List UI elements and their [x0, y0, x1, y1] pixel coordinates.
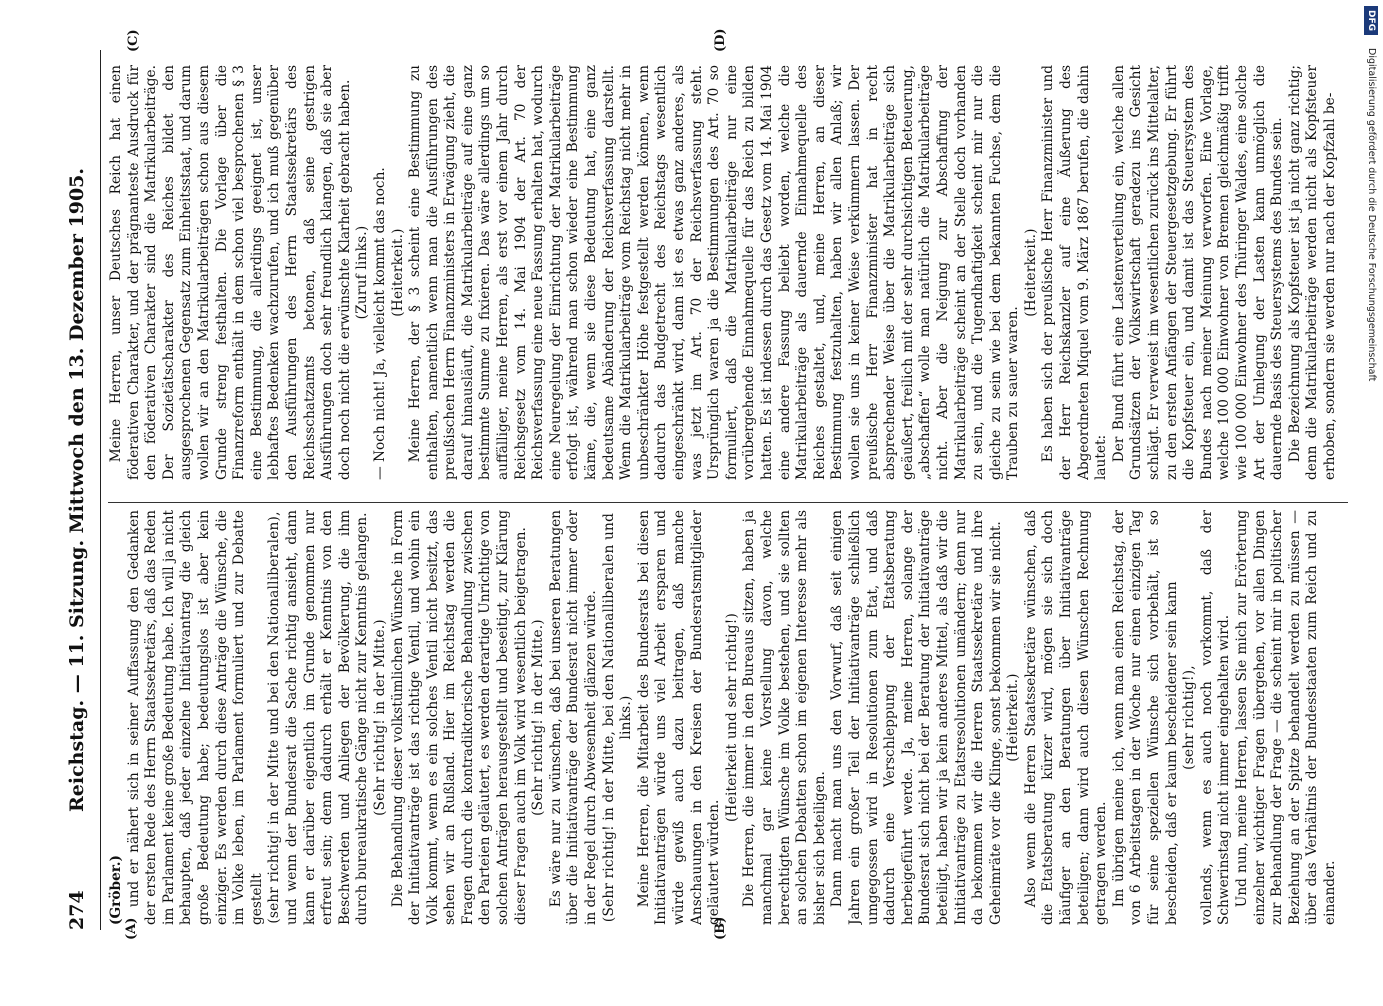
margin-marker-b: (B): [713, 916, 728, 940]
right-column: [108, 65, 1348, 480]
interjection: (Zuruf links.): [354, 225, 371, 320]
margin-marker-d: (D): [713, 28, 728, 52]
interjection: (Sehr richtig! in der Mitte, bei den Nationalliberalen und links.): [600, 512, 635, 923]
paragraph: vollends, wenn es auch noch vorkommt, daß der Schwerinstag nicht immer eingehalten wird.: [1198, 510, 1233, 925]
dfg-badge: DFG: [1364, 6, 1378, 35]
paragraph: Meine Herren, die Mitarbeit des Bundesrats bei diesen Initiativanträgen würde uns viel Arbeit ersparen und würde gewiß auch dazu beitragen, daß manche Anschauungen in den Kreisen der Bundesratsmitglieder geläutert würden.: [635, 510, 723, 925]
page-number: 274: [66, 890, 88, 930]
speaker-name: (Gröber.): [108, 855, 124, 925]
interjection: (Heiterkeit.): [1005, 673, 1022, 762]
side-note: [1362, 0, 1380, 1000]
header-rule: [100, 50, 101, 930]
paragraph: Die Behandlung dieser volkstümlichen Wünsche in Form der Initiativanträge ist das richtige Ventil, und wohin ein Volk kommt, wenn es ein solches Ventil nicht besitzt, das sehen wir an Rußland. Hier im Reichstag werden die Fragen durch die kontradiktorische Behandlung zwischen den Parteien geläutert, es werden derartige Unrichtige von solchen Anträgen herausgestellt und beseitigt, zur Klärung dieser Fragen auch im Volk wird wesentlich beigetragen.: [389, 510, 529, 925]
paragraph: Die Bezeichnung als Kopfsteuer ist ja nicht ganz richtig; denn die Matrikularbeiträge werden nicht als Kopfsteuer erhoben, sondern sie werden nur nach der Kopfzahl be-: [1286, 65, 1338, 480]
paragraph: Und nun, meine Herren, lassen Sie mich zur Erörterung einzelner wichtiger Fragen übergehen, vor allen Dingen zur Behandlung der Frage — die scheint mir in politischer Beziehung an der Spitze behandelt werden zu müssen — über das Verhältnis der Bundesstaaten zum Reich und zu einander.: [1234, 510, 1338, 925]
paragraph: und wenn der Bundesrat die Sache richtig ansieht, dann kann er darüber eigentlich im Grunde genommen nur erfreut sein; denn dadurch erhält er Kenntnis von den Beschwerden und Anliegen der Bevölkerung, die ihm durch bureaukratische Gänge nicht zur Kenntnis gelangen.: [283, 510, 371, 925]
paragraph: Meine Herren, der § 3 scheint eine Bestimmung zu enthalten, namentlich wenn man die Ausführungen des preußischen Herrn Finanzministers in Erwägung zieht, die darauf hinausläuft, die Matrikularbeiträge auf eine ganz bestimmte Summe zu fixieren. Das wäre allerdings um so auffälliger, meine Herren, als erst vor einem Jahr durch Reichsgesetz vom 14. Mai 1904 der Art. 70 der Reichsverfassung eine neue Fassung erhalten hat, wodurch eine Neuregelung der Einrichtung der Matrikularbeiträge erfolgt ist, während man schon wieder eine Bestimmung käme, die, wenn sie diese Bedeutung hat, eine ganz bedeutsame Abänderung der Reichsverfassung darstellt. Wenn die Matrikularbeiträge vom Reichstag nicht mehr in unbeschränkter Höhe festgestellt werden können, wenn dadurch das Budgetrecht des Reichstags wesentlich eingeschränkt wird, dann ist es etwas ganz anderes, als was jetzt im Art. 70 der Reichsverfassung steht. Ursprünglich waren ja die Bestimmungen des Art. 70 so formuliert, daß die Matrikularbeiträge nur eine vorübergehende Einnahmequelle für das Reich zu bilden hatten. Es ist indessen durch das Gesetz vom 14. Mai 1904 eine andere Fassung beliebt worden, welche die Matrikularbeiträge als dauernde Einnahmequelle des Reiches gestaltet, und, meine Herren, an dieser Bestimmung festzuhalten, haben wir allen Anlaß; wir wollen sie uns in keiner Weise verkümmern lassen. Der preußische Herr Finanzminister hat in recht absprechender Weise über die Matrikularbeiträge sich geäußert, freilich mit der sehr durchsichtigen Beteuerung, „abschaffen“ wolle man natürlich die Matrikularbeiträge nicht. Aber die Neigung zur Abschaffung der Matrikularbeiträge scheint an der Stelle doch vorhanden zu sein, und die Tugendhaftigkeit scheint mir nur die gleiche zu sein wie bei dem bekannten Fuchse, dem die Trauben zu sauer waren.: [407, 65, 1022, 480]
paragraph: Meine Herren, unser Deutsches Reich hat einen föderativen Charakter, und der prägnanteste Ausdruck für den föderativen Charakter sind die Matrikularbeiträge. Der Sozietätscharakter des Reiches bildet den ausgesprochenen Gegensatz zum Einheitsstaat, und darum wollen wir an den Matrikularbeiträgen schon aus diesem Grunde streng festhalten. Die Vorlage über die Finanzreform enthält in dem schon viel besprochenen § 3 eine Bestimmung, die allerdings geeignet ist, unser lebhaftes Bedenken wachzurufen, und ich muß gegenüber den Ausführungen des Herrn Staatssekretärs des Reichsschatzamts betonen, daß seine gestrigen Ausführungen doch sehr freundlich klangen, daß sie aber doch noch nicht die erwünschte Klarheit gebracht haben.: [108, 65, 353, 480]
paragraph: Die Herren, die immer in den Bureaus sitzen, haben ja manchmal gar keine Vorstellung davon, welche berechtigten Wünsche im Volke bestehen, und sie sollten an solchen Debatten schon im eigenen Interesse mehr als bisher sich beteiligen.: [741, 510, 828, 925]
paragraph: Im übrigen meine ich, wenn man einen Reichstag, der von 6 Arbeitstagen in der Woche nur einen einzigen Tag für seine speziellen Wünsche sich vorbehält, ist so bescheiden, daß er kaum bescheidener sein kann: [1110, 510, 1180, 925]
margin-marker-a: (A): [124, 917, 139, 940]
page-title: Reichstag. — 11. Sitzung. Mittwoch den 13. Dezember 1905.: [66, 167, 88, 813]
interjection: (sehr richtig!),: [1181, 665, 1198, 770]
interjection: (Heiterkeit und sehr richtig!): [723, 613, 740, 822]
paragraph: Dann macht man uns den Vorwurf, daß seit einigen Jahren ein großer Teil der Initiativanträge schließlich umgegossen wird in Resolutionen zum Etat, und daß dadurch eine Verschleppung der Etatsberatung herbeigeführt werde. Ja, meine Herren, solange der Bundesrat sich nicht bei der Beratung der Initiativanträge beteiligt, haben wir ja kein anderes Mittel, als daß wir die Initiativanträge zu Etatsresolutionen umändern; denn nur da bekommen wir die Herren Staatssekretäre und ihre Geheimräte vor die Klinge, sonst bekommen wir sie nicht.: [829, 510, 1004, 925]
interjection: (Sehr richtig! in der Mitte.): [530, 619, 547, 816]
paragraph: Es haben sich der preußische Herr Finanzminister und der Herr Reichskanzler auf eine Äußerung des Abgeordneten Miquel vom 9. März 1867 berufen, die dahin lautet:: [1040, 65, 1110, 480]
paragraph: Also wenn die Herren Staatssekretäre wünschen, daß die Etatsberatung kürzer wird, mögen sie sich doch häufiger an den Beratungen über Initiativanträge beteiligen; dann wird auch diesen Wünschen Rechnung getragen werden.: [1022, 510, 1110, 925]
interjection: (Sehr richtig! in der Mitte.): [371, 619, 388, 816]
paragraph: und er nähert sich in seiner Auffassung den Gedanken der ersten Rede des Herrn Staatssekretärs, daß das Reden im Parlament keine große Bedeutung habe. Ich will ja nicht behaupten, daß jeder einzelne Initiativantrag die gleich große Bedeutung habe; bedeutungslos ist aber kein einziger. Es werden durch diese Anträge die Wünsche, die im Volke leben, im Parlament formuliert und zur Debatte gestellt: [125, 510, 265, 925]
page-header: [62, 50, 92, 930]
interjection: (Heiterkeit.): [389, 228, 406, 317]
paragraph: Der Bund führt eine Lastenverteilung ein, welche allen Grundsätzen der Volkswirtschaft geradezu ins Gesicht schlägt. Er verweist im wesentlichen zurück ins Mittelalter, zu den ersten Anfängen der Steuergesetzgebung. Er führt die Kopfsteuer ein, und damit ist das Steuersystem des Bundes nach meiner Meinung verworfen. Eine Vorlage, welche 100 000 Einwohner von Bremen gleichmäßig trifft wie 100 000 Einwohner des Thüringer Waldes, eine solche Art der Umlegung der Lasten kann unmöglich die dauernde Basis des Steuersystems des Bundes sein.: [1110, 65, 1286, 480]
interjection: (Heiterkeit.): [1022, 228, 1039, 317]
margin-marker-c: (C): [126, 29, 141, 52]
paragraph: Es wäre nur zu wünschen, daß bei unseren Beratungen über die Initiativanträge der Bundesrat nicht immer oder in der Regel durch Abwesenheit glänzen würde.: [547, 510, 600, 925]
side-note-text: Digitalisierung gefördert durch die Deutsche Forschungsgemeinschaft: [1366, 48, 1377, 382]
left-column: [108, 510, 1348, 925]
paragraph: — Noch nicht! Ja, vielleicht kommt das noch.: [371, 167, 388, 480]
interjection: (sehr richtig! in der Mitte und bei den Nationalliberalen),: [266, 511, 283, 924]
column-divider: [108, 502, 1348, 503]
